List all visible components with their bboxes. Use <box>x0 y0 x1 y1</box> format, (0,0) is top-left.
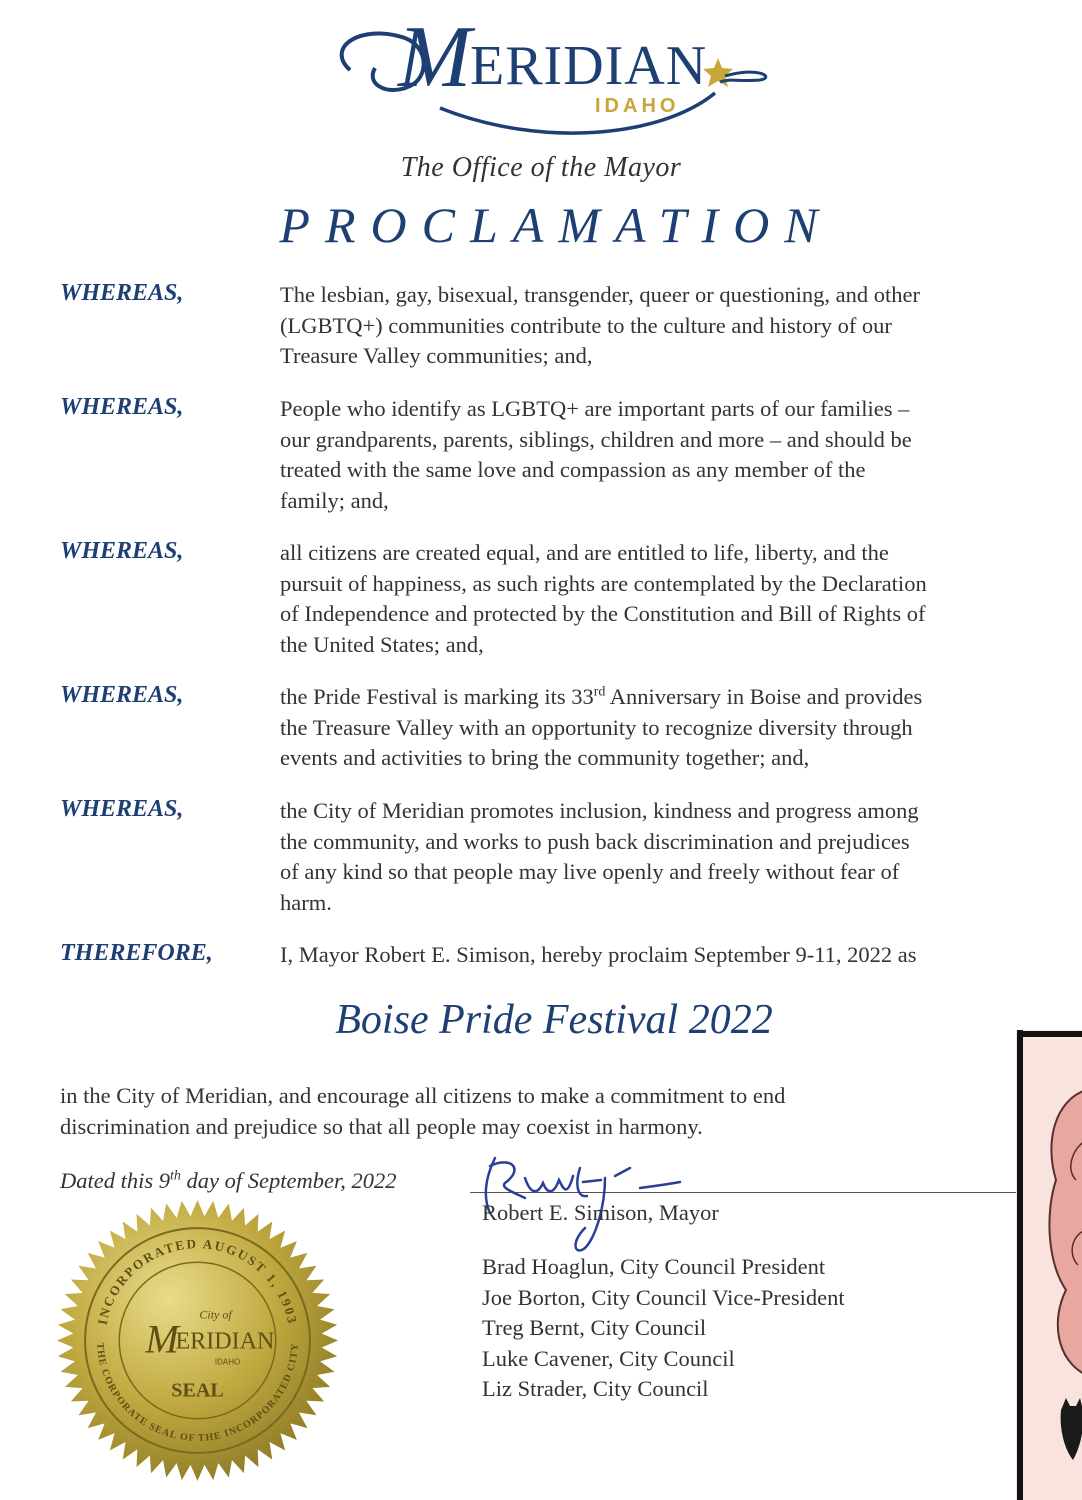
clause-line: the United States; and, <box>280 631 484 657</box>
meridian-logo <box>320 8 780 143</box>
clause-line-pre: the Pride Festival is marking its 33 <box>280 684 594 709</box>
seal-top-text: INCORPORATED AUGUST 1, 1903 <box>94 1236 301 1327</box>
logo-star-icon <box>703 58 733 87</box>
partial-illustration <box>1016 1030 1082 1500</box>
clause-text <box>280 796 1040 918</box>
festival-title: Boise Pride Festival 2022 <box>335 997 773 1043</box>
council-member: Brad Hoaglun, City Council President <box>482 1254 826 1279</box>
seal-initial: M <box>145 1316 179 1362</box>
logo-city-name: ERIDIAN <box>470 35 708 97</box>
clause-line: (LGBTQ+) communities contribute to the culture and history of our <box>280 312 892 338</box>
mayor-signature <box>455 1138 695 1258</box>
clause-line: The lesbian, gay, bisexual, transgender, queer or questioning, and other <box>280 282 920 307</box>
clause-line: of Independence and protected by the Constitution and Bill of Rights of <box>280 601 926 626</box>
clause-keyword: WHEREAS, <box>60 682 184 708</box>
city-seal <box>55 1198 340 1483</box>
closing-line: in the City of Meridian, and encourage all citizens to make a commitment to end <box>60 1083 786 1108</box>
clause-line: the Treasure Valley with an opportunity to recognize diversity through <box>280 714 913 740</box>
closing-line: discrimination and prejudice so that all people may coexist in harmony. <box>60 1114 703 1139</box>
clause-line: People who identify as LGBTQ+ are important parts of our families – <box>280 396 910 421</box>
dated-line <box>60 1168 396 1194</box>
seal-center-city: ERIDIAN <box>175 1328 275 1355</box>
clause-line: the City of Meridian promotes inclusion, kindness and progress among <box>280 798 919 823</box>
logo-graphic <box>320 8 780 143</box>
clause-line: treated with the same love and compassion as any member of the <box>280 457 866 482</box>
ordinal-suffix: rd <box>593 684 606 700</box>
dated-ordinal: th <box>170 1168 181 1184</box>
clause-line: events and activities to bring the community together; and, <box>280 745 810 770</box>
logo-state: IDAHO <box>595 95 680 117</box>
council-member: Luke Cavener, City Council <box>482 1345 735 1371</box>
logo-initial: M <box>398 9 472 106</box>
council-member: Liz Strader, City Council <box>482 1376 709 1401</box>
seal-word: SEAL <box>171 1379 224 1402</box>
clause-line: of any kind so that people may live openly and freely without fear of <box>280 859 900 884</box>
office-heading: The Office of the Mayor <box>400 152 682 183</box>
clause-line: Treasure Valley communities; and, <box>280 343 593 368</box>
clause-keyword: WHEREAS, <box>60 394 184 420</box>
seal-center-top: City of <box>199 1307 232 1322</box>
seal-bottom-text: THE CORPORATE SEAL OF THE INCORPORATED CITY <box>94 1342 301 1444</box>
clause-text <box>280 280 1040 372</box>
dated-pre: Dated this 9 <box>60 1168 170 1193</box>
council-member: Joe Borton, City Council Vice-President <box>482 1284 845 1310</box>
clause-keyword: THEREFORE, <box>60 940 213 966</box>
clause-line: our grandparents, parents, siblings, children and more – and should be <box>280 426 912 452</box>
council-list <box>482 1252 845 1405</box>
closing-text <box>60 1080 785 1142</box>
clause-text <box>280 682 1040 774</box>
dated-post: day of September, 2022 <box>180 1168 397 1193</box>
clause-line: I, Mayor Robert E. Simison, hereby proclaim September 9-11, 2022 as <box>280 942 917 967</box>
clause-line-post: Anniversary in Boise and provides <box>605 684 923 709</box>
proclamation-title: PROCLAMATION <box>279 197 833 253</box>
clause-keyword: WHEREAS, <box>60 796 184 822</box>
council-member: Treg Bernt, City Council <box>482 1315 707 1340</box>
seal-center-state: IDAHO <box>214 1357 241 1367</box>
clause-keyword: WHEREAS, <box>60 280 184 306</box>
clause-line <box>280 682 1040 713</box>
clause-text <box>280 940 1040 971</box>
clause-text <box>280 394 1040 516</box>
clause-line: pursuit of happiness, as such rights are contemplated by the Declaration <box>280 570 927 596</box>
clause-line: the community, and works to push back discrimination and prejudices <box>280 828 910 854</box>
clause-line: harm. <box>280 889 332 915</box>
clause-text <box>280 538 1040 660</box>
clause-keyword: WHEREAS, <box>60 538 184 564</box>
clause-line: family; and, <box>280 487 389 513</box>
clause-line: all citizens are created equal, and are entitled to life, liberty, and the <box>280 540 889 565</box>
mayor-name: Robert E. Simison, Mayor <box>482 1200 719 1225</box>
